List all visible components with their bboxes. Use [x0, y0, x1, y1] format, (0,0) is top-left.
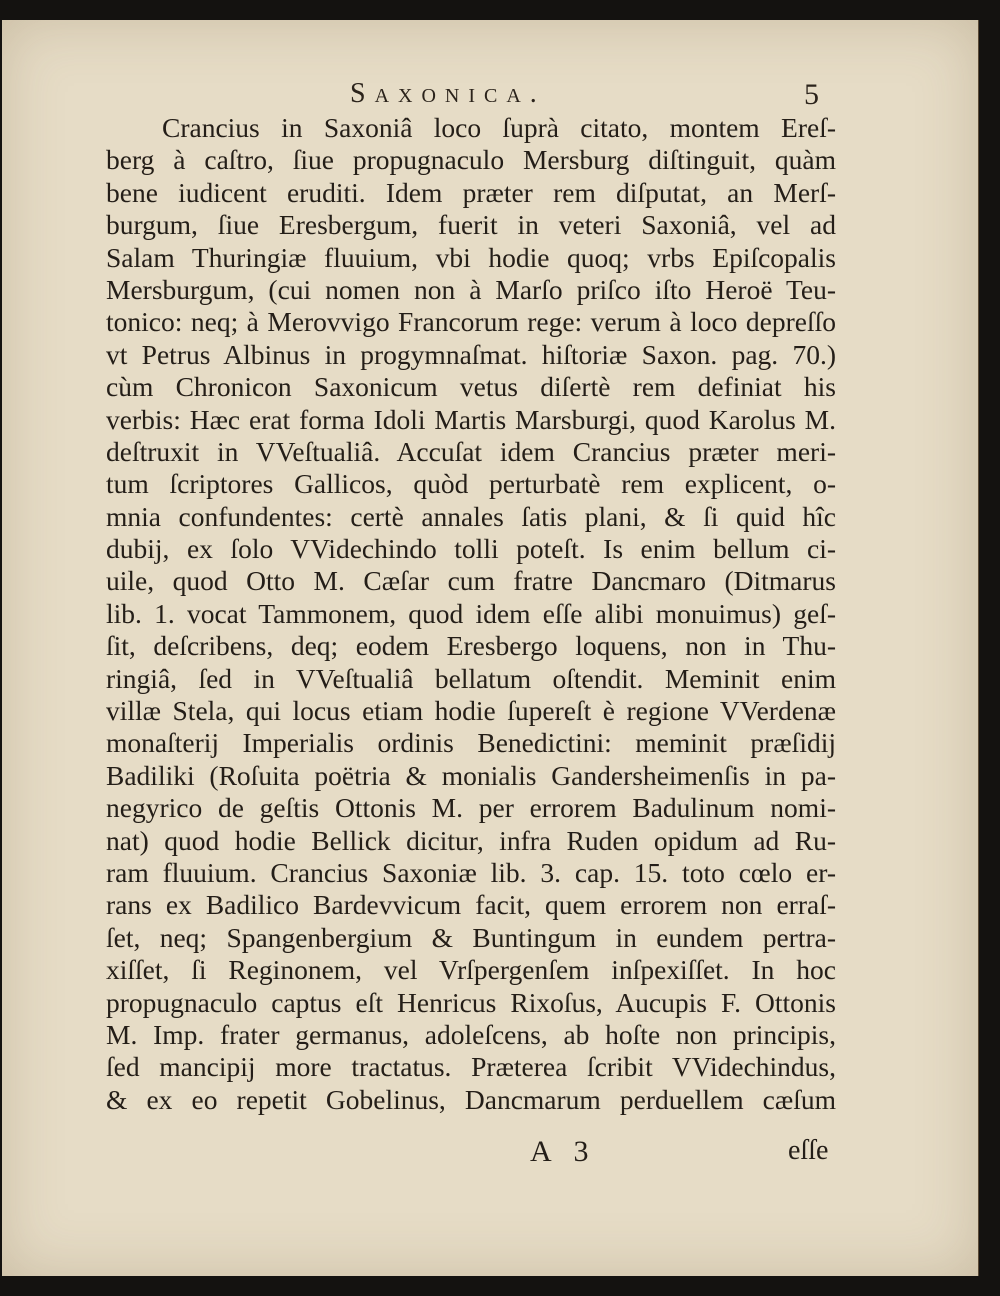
running-title: Saxonica. [350, 78, 546, 109]
text-line: ſet, neq; Spangenbergium & Buntingum in eundem pertra- [106, 921, 836, 953]
text-line: & ex eo repetit Gobelinus, Dancmarum perduellem cæſum [106, 1083, 836, 1115]
text-line: xiſſet, ſi Reginonem, vel Vrſpergenſem inſpexiſſet. In hoc [106, 954, 836, 986]
body-text [106, 112, 836, 1116]
text-line: berg à caſtro, ſiue propugnaculo Mersburg diſtinguit, quàm [106, 144, 836, 176]
text-line: lib. 1. vocat Tammonem, quod idem eſſe alibi monuimus) geſ- [106, 597, 836, 629]
text-line: ſed mancipij more tractatus. Præterea ſcribit VVidechindus, [106, 1051, 836, 1083]
text-line: ram fluuium. Crancius Saxoniæ lib. 3. cap. 15. toto cœlo er- [106, 856, 836, 888]
catchword: eſſe [788, 1135, 829, 1166]
page-number: 5 [804, 78, 819, 111]
text-line: Mersburgum, (cui nomen non à Marſo priſco iſto Heroë Teu- [106, 273, 836, 305]
text-line: burgum, ſiue Eresbergum, fuerit in veteri Saxoniâ, vel ad [106, 209, 836, 241]
text-line: mnia confundentes: certè annales ſatis plani, & ſi quid hîc [106, 500, 836, 532]
text-line: rans ex Badilico Bardevvicum facit, quem errorem non erraſ- [106, 889, 836, 921]
text-line: uile, quod Otto M. Cæſar cum fratre Dancmaro (Ditmarus [106, 565, 836, 597]
text-line: dubij, ex ſolo VVidechindo tolli poteſt. Is enim bellum ci- [106, 533, 836, 565]
text-line: ringiâ, ſed in VVeſtualiâ bellatum oſtendit. Meminit enim [106, 662, 836, 694]
text-line: negyrico de geſtis Ottonis M. per errorem Badulinum nomi- [106, 792, 836, 824]
text-line: bene iudicent eruditi. Idem præter rem diſputat, an Merſ- [106, 176, 836, 208]
text-line: cùm Chronicon Saxonicum vetus diſertè rem definiat his [106, 371, 836, 403]
text-line: tum ſcriptores Gallicos, quòd perturbatè rem explicent, o- [106, 468, 836, 500]
text-line: ſit, deſcribens, deq; eodem Eresbergo loquens, non in Thu- [106, 630, 836, 662]
text-line: verbis: Hæc erat forma Idoli Martis Marsburgi, quod Karolus M. [106, 403, 836, 435]
text-line: vt Petrus Albinus in progymnaſmat. hiſtoriæ Saxon. pag. 70.) [106, 338, 836, 370]
page-footer [2, 1135, 978, 1175]
text-line: Badiliki (Roſuita poëtria & monialis Gandersheimenſis in pa- [106, 759, 836, 791]
text-line: Crancius in Saxoniâ loco ſuprà citato, montem Ereſ- [162, 112, 836, 143]
text-line: monaſterij Imperialis ordinis Benedictini: meminit præſidij [106, 727, 836, 759]
text-line: Salam Thuringiæ fluuium, vbi hodie quoq; vrbs Epiſcopalis [106, 241, 836, 273]
signature-mark: A 3 [530, 1135, 597, 1168]
text-line: tonico: neq; à Merovvigo Francorum rege: verum à loco depreſſo [106, 306, 836, 338]
text-line: M. Imp. frater germanus, adoleſcens, ab hoſte non principis, [106, 1018, 836, 1050]
text-line: propugnaculo captus eſt Henricus Rixoſus, Aucupis F. Ottonis [106, 986, 836, 1018]
text-line: villæ Stela, qui locus etiam hodie ſupereſt è regione VVerdenæ [106, 695, 836, 727]
text-line: nat) quod hodie Bellick dicitur, infra Ruden opidum ad Ru- [106, 824, 836, 856]
text-line: deſtruxit in VVeſtualiâ. Accuſat idem Crancius præter meri- [106, 435, 836, 467]
book-page [2, 20, 979, 1276]
